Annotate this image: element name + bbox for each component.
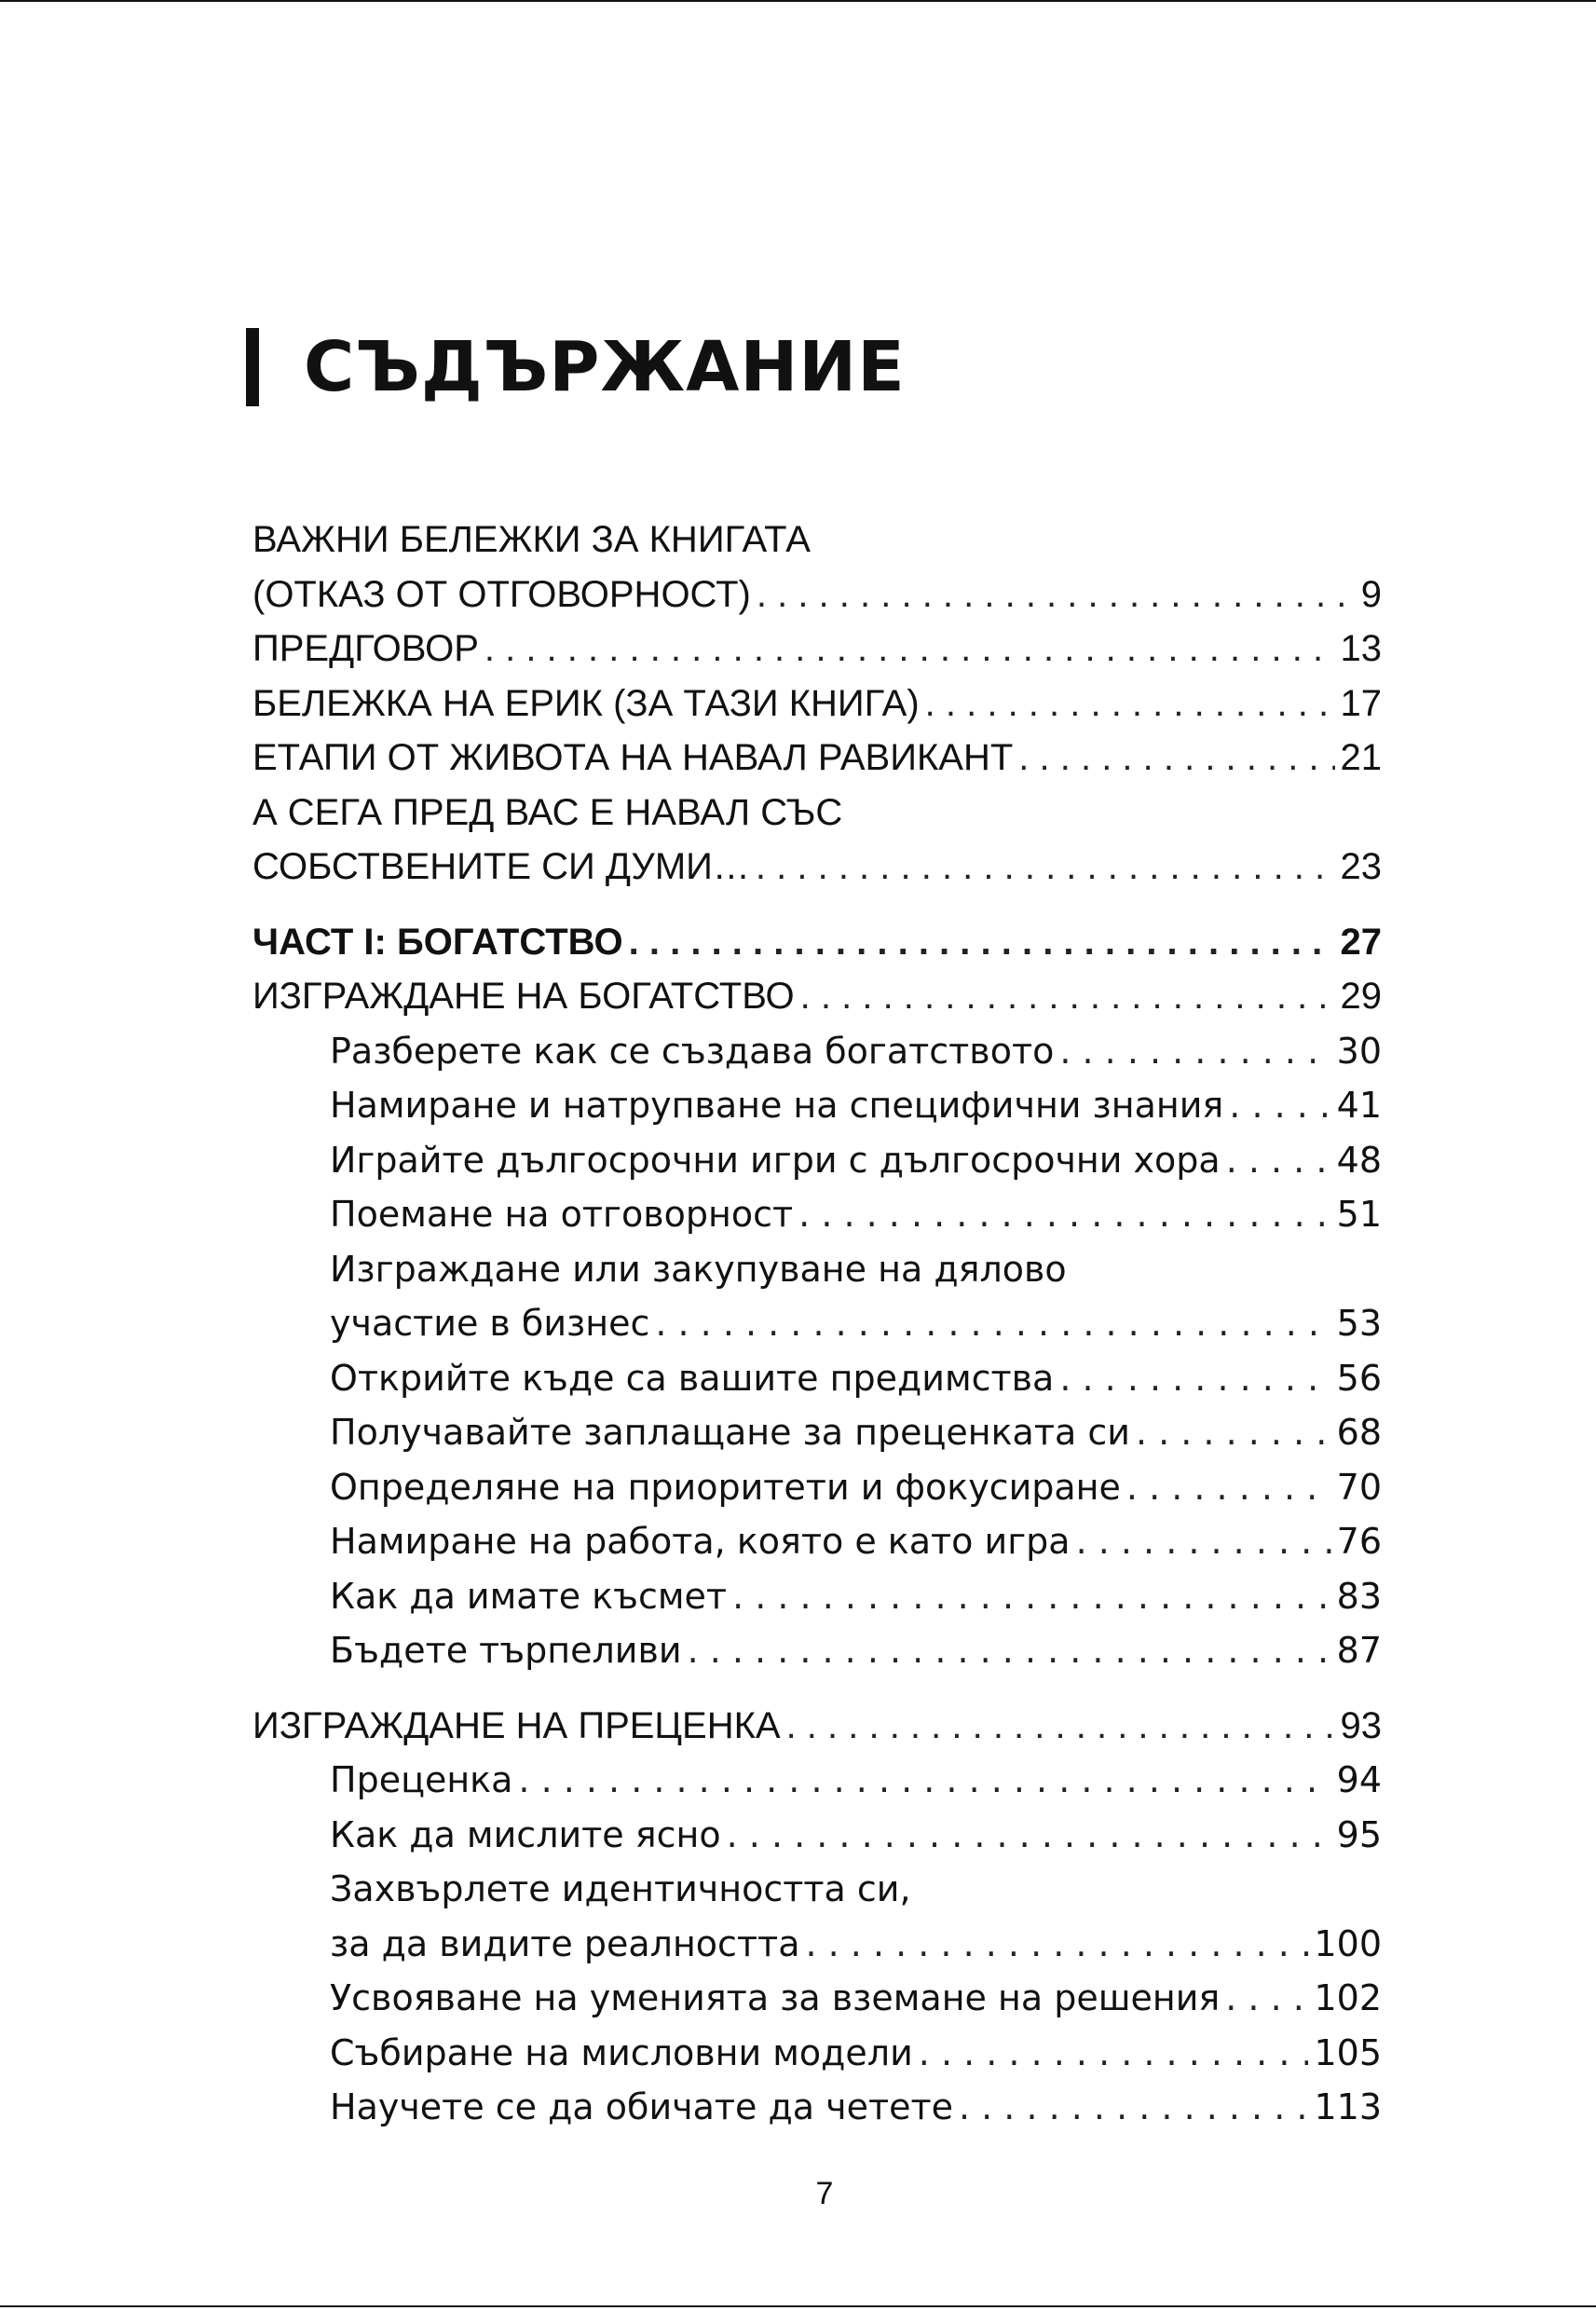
toc-entry-label: Намиране на работа, която е като игра — [330, 1521, 1071, 1562]
toc-entry-own-words[interactable] — [252, 840, 1382, 895]
toc-subentry[interactable] — [252, 1623, 1382, 1678]
toc-page-number: 68 — [1336, 1412, 1382, 1453]
toc-entry-label: Получавайте заплащане за преценката си — [330, 1412, 1130, 1453]
toc-entry-label: ПРЕДГОВОР — [252, 628, 479, 669]
toc-entry-notes[interactable] — [252, 567, 1382, 622]
toc-entry-label: ВАЖНИ БЕЛЕЖКИ ЗА КНИГАТА — [252, 519, 811, 560]
dot-leader — [1229, 1078, 1330, 1133]
toc-subentry[interactable] — [252, 1808, 1382, 1863]
toc-entry-label: Намиране и натрупване на специфични знания — [330, 1085, 1224, 1126]
dot-leader — [1225, 1971, 1308, 2026]
toc-subentry[interactable] — [252, 1296, 1382, 1351]
toc-entry-label: Как да мислите ясно — [330, 1813, 721, 1855]
dot-leader — [688, 1623, 1331, 1678]
toc-section-judgment[interactable] — [252, 1699, 1382, 1754]
toc-page-number: 87 — [1336, 1630, 1382, 1671]
toc-page-number: 30 — [1336, 1030, 1382, 1072]
heading-accent-bar — [246, 328, 259, 406]
toc-entry-foreword[interactable] — [252, 622, 1382, 677]
toc-page-number: 23 — [1340, 846, 1382, 887]
toc-subentry[interactable] — [252, 1753, 1382, 1808]
toc-entry-label: Научете се да обичате да четете — [330, 2086, 953, 2127]
dot-leader — [518, 1753, 1330, 1808]
toc-entry-label: Усвояване на уменията за вземане на решения — [330, 1977, 1221, 2018]
toc-subentry[interactable] — [252, 1917, 1382, 1972]
toc-subentry[interactable] — [252, 1187, 1382, 1242]
toc-entry-label: Захвърлете идентичността си, — [330, 1868, 911, 1909]
dot-leader — [1226, 1133, 1331, 1188]
toc-entry-part-1[interactable] — [252, 915, 1382, 970]
toc-subentry[interactable] — [252, 1024, 1382, 1079]
toc-page-number: 56 — [1336, 1357, 1382, 1399]
toc-page-number: 102 — [1314, 1977, 1382, 2018]
dot-leader — [629, 915, 1335, 970]
dot-leader — [1059, 1024, 1330, 1079]
toc-entry-label: участие в бизнес — [330, 1303, 650, 1344]
toc-subentry[interactable] — [252, 1971, 1382, 2026]
dot-leader — [484, 622, 1335, 677]
toc-page-number: 70 — [1336, 1466, 1382, 1508]
toc-entry-label: А СЕГА ПРЕД ВАС Е НАВАЛ СЪС — [252, 791, 843, 833]
toc-entry-label: Определяне на приоритети и фокусиране — [330, 1466, 1121, 1508]
toc-entry-label: Открийте къде са вашите предимства — [330, 1357, 1055, 1399]
toc-entry-eric-note[interactable] — [252, 677, 1382, 732]
toc-page-number: 100 — [1314, 1922, 1382, 1964]
dot-leader — [959, 2080, 1308, 2135]
toc-entry-label: Поемане на отговорност — [330, 1194, 794, 1235]
toc-page-number: 53 — [1336, 1303, 1382, 1344]
dot-leader — [756, 840, 1335, 895]
dot-leader — [1126, 1460, 1331, 1515]
toc-page-number: 93 — [1340, 1704, 1382, 1746]
toc-entry-label: Как да имате късмет — [330, 1575, 728, 1617]
toc-subentry[interactable] — [252, 1133, 1382, 1188]
toc-heading — [246, 328, 906, 406]
toc-entry-label: ЧАСТ I: БОГАТСТВО — [252, 921, 623, 963]
toc-entry-own-words-line1[interactable] — [252, 786, 1382, 841]
toc-page-number: 83 — [1336, 1575, 1382, 1617]
dot-leader — [732, 1569, 1331, 1624]
toc-page-number: 95 — [1336, 1813, 1382, 1855]
toc-subentry[interactable] — [252, 1460, 1382, 1515]
toc-subentry[interactable] — [252, 1569, 1382, 1624]
toc-entry-label: Изграждане или закупуване на дялово — [330, 1248, 1067, 1290]
toc-entry-label: Събиране на мисловни модели — [330, 2031, 913, 2073]
toc-subentry-line1[interactable] — [252, 1242, 1382, 1297]
dot-leader — [1076, 1514, 1331, 1569]
toc-page-number: 29 — [1340, 976, 1382, 1017]
toc-subentry[interactable] — [252, 1078, 1382, 1133]
toc-entry-label: ИЗГРАЖДАНЕ НА ПРЕЦЕНКА — [252, 1704, 781, 1746]
toc-page-number: 48 — [1336, 1139, 1382, 1181]
toc-entry-label: за да видите реалността — [330, 1922, 800, 1964]
top-border-line — [0, 0, 1596, 2]
toc-section-wealth[interactable] — [252, 969, 1382, 1024]
toc-page-number: 76 — [1336, 1521, 1382, 1562]
dot-leader — [727, 1808, 1331, 1863]
toc-page-number: 105 — [1314, 2031, 1382, 2073]
toc-page-number: 17 — [1340, 682, 1382, 724]
dot-leader — [1136, 1405, 1331, 1460]
toc-entry-notes-line1[interactable] — [252, 513, 1382, 567]
toc-entry-label: Преценка — [330, 1759, 513, 1800]
bottom-border-line — [0, 2305, 1596, 2307]
toc-subentry-line1[interactable] — [252, 1862, 1382, 1917]
page-number: 7 — [815, 2176, 834, 2211]
toc-entry-label: Разберете как се създава богатството — [330, 1030, 1055, 1072]
dot-leader — [925, 677, 1335, 732]
toc-page-number: 94 — [1336, 1759, 1382, 1800]
dot-leader — [798, 1187, 1330, 1242]
toc-page-number: 27 — [1340, 921, 1382, 963]
toc-entry-label: ИЗГРАЖДАНЕ НА БОГАТСТВО — [252, 976, 795, 1017]
dot-leader — [655, 1296, 1330, 1351]
dot-leader — [1059, 1351, 1330, 1406]
toc-entry-label: БЕЛЕЖКА НА ЕРИК (ЗА ТАЗИ КНИГА) — [252, 682, 920, 724]
dot-leader — [757, 567, 1356, 622]
table-of-contents — [252, 513, 1382, 2135]
toc-entry-label: ЕТАПИ ОТ ЖИВОТА НА НАВАЛ РАВИКАНТ — [252, 737, 1014, 778]
toc-subentry[interactable] — [252, 2026, 1382, 2081]
toc-entry-label: Играйте дългосрочни игри с дългосрочни хора — [330, 1139, 1221, 1181]
toc-subentry[interactable] — [252, 1405, 1382, 1460]
dot-leader — [800, 969, 1335, 1024]
dot-leader — [786, 1699, 1335, 1754]
toc-page-number: 21 — [1340, 737, 1382, 778]
dot-leader — [1018, 731, 1334, 786]
page-title: СЪДЪРЖАНИЕ — [304, 327, 906, 407]
toc-page-number: 113 — [1314, 2086, 1382, 2127]
toc-page-number: 41 — [1336, 1085, 1382, 1126]
toc-page-number: 13 — [1340, 628, 1382, 669]
toc-subentry[interactable] — [252, 2080, 1382, 2135]
toc-entry-label: СОБСТВЕНИТЕ СИ ДУМИ… — [252, 846, 750, 887]
dot-leader — [805, 1917, 1308, 1972]
toc-page-number: 51 — [1336, 1194, 1382, 1235]
toc-subentry[interactable] — [252, 1351, 1382, 1406]
toc-entry-label: (ОТКАЗ ОТ ОТГОВОРНОСТ) — [252, 573, 751, 615]
dot-leader — [919, 2026, 1309, 2081]
toc-page-number: 9 — [1360, 573, 1382, 615]
toc-subentry[interactable] — [252, 1514, 1382, 1569]
toc-entry-timeline[interactable] — [252, 731, 1382, 786]
toc-entry-label: Бъдете търпеливи — [330, 1630, 682, 1671]
